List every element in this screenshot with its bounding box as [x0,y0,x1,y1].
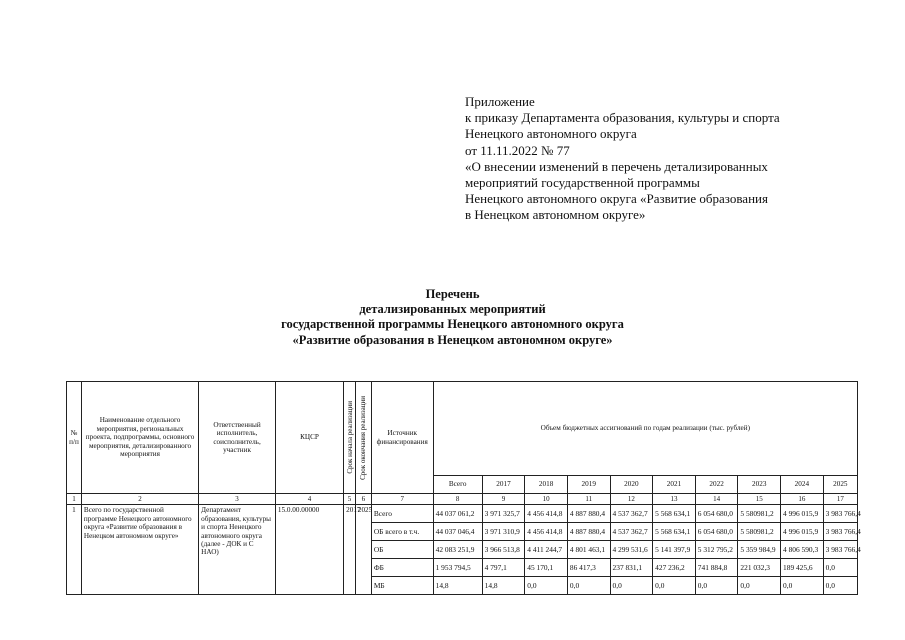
value-cell: 44 037 061,2 [433,505,482,523]
col-number: 14 [695,494,738,505]
col-number: 8 [433,494,482,505]
row-num: 1 [67,505,82,595]
value-cell: 237 831,1 [610,559,653,577]
value-cell: 5 312 795,2 [695,541,738,559]
header-name: Наименование отдельного мероприятия, региональных проекта, подпрограммы, основного мероприятия, детализированного мероприятия [81,382,198,494]
value-cell: 4 806 590,3 [781,541,824,559]
appendix-line: мероприятий государственной программы [465,175,700,191]
row-source: ОБ всего в т.ч. [371,523,433,541]
row-responsible: Департамент образования, культуры и спорта Ненецкого автономного округа (далее - ДОК и С НАО) [199,505,276,595]
value-cell: 0,0 [781,577,824,595]
col-number: 5 [344,494,356,505]
value-cell: 741 884,8 [695,559,738,577]
measures-table [66,381,861,595]
value-cell: 189 425,6 [781,559,824,577]
header-year: 2023 [738,476,781,494]
value-cell: 4 299 531,6 [610,541,653,559]
col-number: 12 [610,494,653,505]
value-cell: 14,8 [433,577,482,595]
value-cell: 42 083 251,9 [433,541,482,559]
value-cell: 4 411 244,7 [525,541,568,559]
title-line: детализированных мероприятий [359,302,546,317]
value-cell: 3 983 766,4 [823,541,857,559]
value-cell: 4 797,1 [482,559,525,577]
value-cell: 4 537 362,7 [610,505,653,523]
header-year: 2017 [482,476,525,494]
header-start-text: Срок начала реализации [346,401,355,474]
appendix-line: в Ненецком автономном округе» [465,207,646,223]
col-number: 13 [653,494,696,505]
value-cell: 6 054 680,0 [695,505,738,523]
value-cell: 427 236,2 [653,559,696,577]
row-source: ФБ [371,559,433,577]
value-cell: 4 887 880,4 [567,505,610,523]
col-number: 9 [482,494,525,505]
value-cell: 0,0 [567,577,610,595]
appendix-block [465,94,780,224]
col-number: 4 [275,494,343,505]
value-cell: 3 971 325,7 [482,505,525,523]
value-cell: 6 054 680,0 [695,523,738,541]
value-cell: 14,8 [482,577,525,595]
value-cell: 1 953 794,5 [433,559,482,577]
col-number: 10 [525,494,568,505]
value-cell: 5 359 984,9 [738,541,781,559]
header-total: Всего [433,476,482,494]
col-number: 11 [567,494,610,505]
col-number: 6 [355,494,371,505]
col-number: 7 [371,494,433,505]
row-name: Всего по государственной программе Ненецкого автономного округа «Развитие образования в Ненецком автономном округе» [81,505,198,595]
header-source: Источник финансирования [371,382,433,494]
appendix-line: Ненецкого автономного округа «Развитие образования [465,191,768,207]
value-cell: 0,0 [695,577,738,595]
col-number: 17 [823,494,857,505]
appendix-line: Ненецкого автономного округа [465,126,637,142]
value-cell: 3 983 766,4 [823,523,857,541]
value-cell: 45 170,1 [525,559,568,577]
col-number: 2 [81,494,198,505]
title-line: «Развитие образования в Ненецком автономном округе» [292,332,613,347]
value-cell: 4 801 463,1 [567,541,610,559]
header-end-text: Срок окончания реализации [359,395,368,480]
header-year: 2021 [653,476,696,494]
value-cell: 86 417,3 [567,559,610,577]
row-start: 2017 [344,505,356,595]
value-cell: 5 580981,2 [738,523,781,541]
value-cell: 3 983 766,4 [823,505,857,523]
value-cell: 5 141 397,9 [653,541,696,559]
header-budget: Объем бюджетных ассигнований по годам реализации (тыс. рублей) [433,382,857,476]
value-cell: 221 032,3 [738,559,781,577]
value-cell: 3 971 310,9 [482,523,525,541]
col-number: 16 [781,494,824,505]
row-kcsr: 15.0.00.00000 [275,505,343,595]
value-cell: 0,0 [823,577,857,595]
header-start [344,382,356,494]
header-year: 2018 [525,476,568,494]
row-source: Всего [371,505,433,523]
col-number: 1 [67,494,82,505]
value-cell: 0,0 [738,577,781,595]
value-cell: 4 887 880,4 [567,523,610,541]
header-year: 2020 [610,476,653,494]
header-year: 2024 [781,476,824,494]
row-source: МБ [371,577,433,595]
document-title [0,287,905,348]
appendix-line: к приказу Департамента образования, культуры и спорта [465,110,780,126]
header-num: № п/п [67,382,82,494]
title-line: государственной программы Ненецкого автономного округа [281,317,624,332]
col-number: 15 [738,494,781,505]
value-cell: 0,0 [653,577,696,595]
appendix-line: Приложение [465,94,535,109]
value-cell: 5 580981,2 [738,505,781,523]
appendix-line: от 11.11.2022 № 77 [465,142,570,158]
row-source: ОБ [371,541,433,559]
header-year: 2019 [567,476,610,494]
value-cell: 4 537 362,7 [610,523,653,541]
value-cell: 5 568 634,1 [653,505,696,523]
value-cell: 5 568 634,1 [653,523,696,541]
value-cell: 0,0 [610,577,653,595]
col-number: 3 [199,494,276,505]
value-cell: 44 037 046,4 [433,523,482,541]
header-year: 2022 [695,476,738,494]
value-cell: 4 996 015,9 [781,505,824,523]
value-cell: 3 966 513,8 [482,541,525,559]
value-cell: 0,0 [525,577,568,595]
header-end [355,382,371,494]
value-cell: 4 456 414,8 [525,505,568,523]
value-cell: 4 996 015,9 [781,523,824,541]
value-cell: 0,0 [823,559,857,577]
header-kcsr: КЦСР [275,382,343,494]
row-end: 2025 [355,505,371,595]
header-responsible: Ответственный исполнитель, соисполнитель, участник [199,382,276,494]
appendix-line: «О внесении изменений в перечень детализированных [465,158,768,174]
header-year: 2025 [823,476,857,494]
value-cell: 4 456 414,8 [525,523,568,541]
title-line: Перечень [425,287,480,301]
